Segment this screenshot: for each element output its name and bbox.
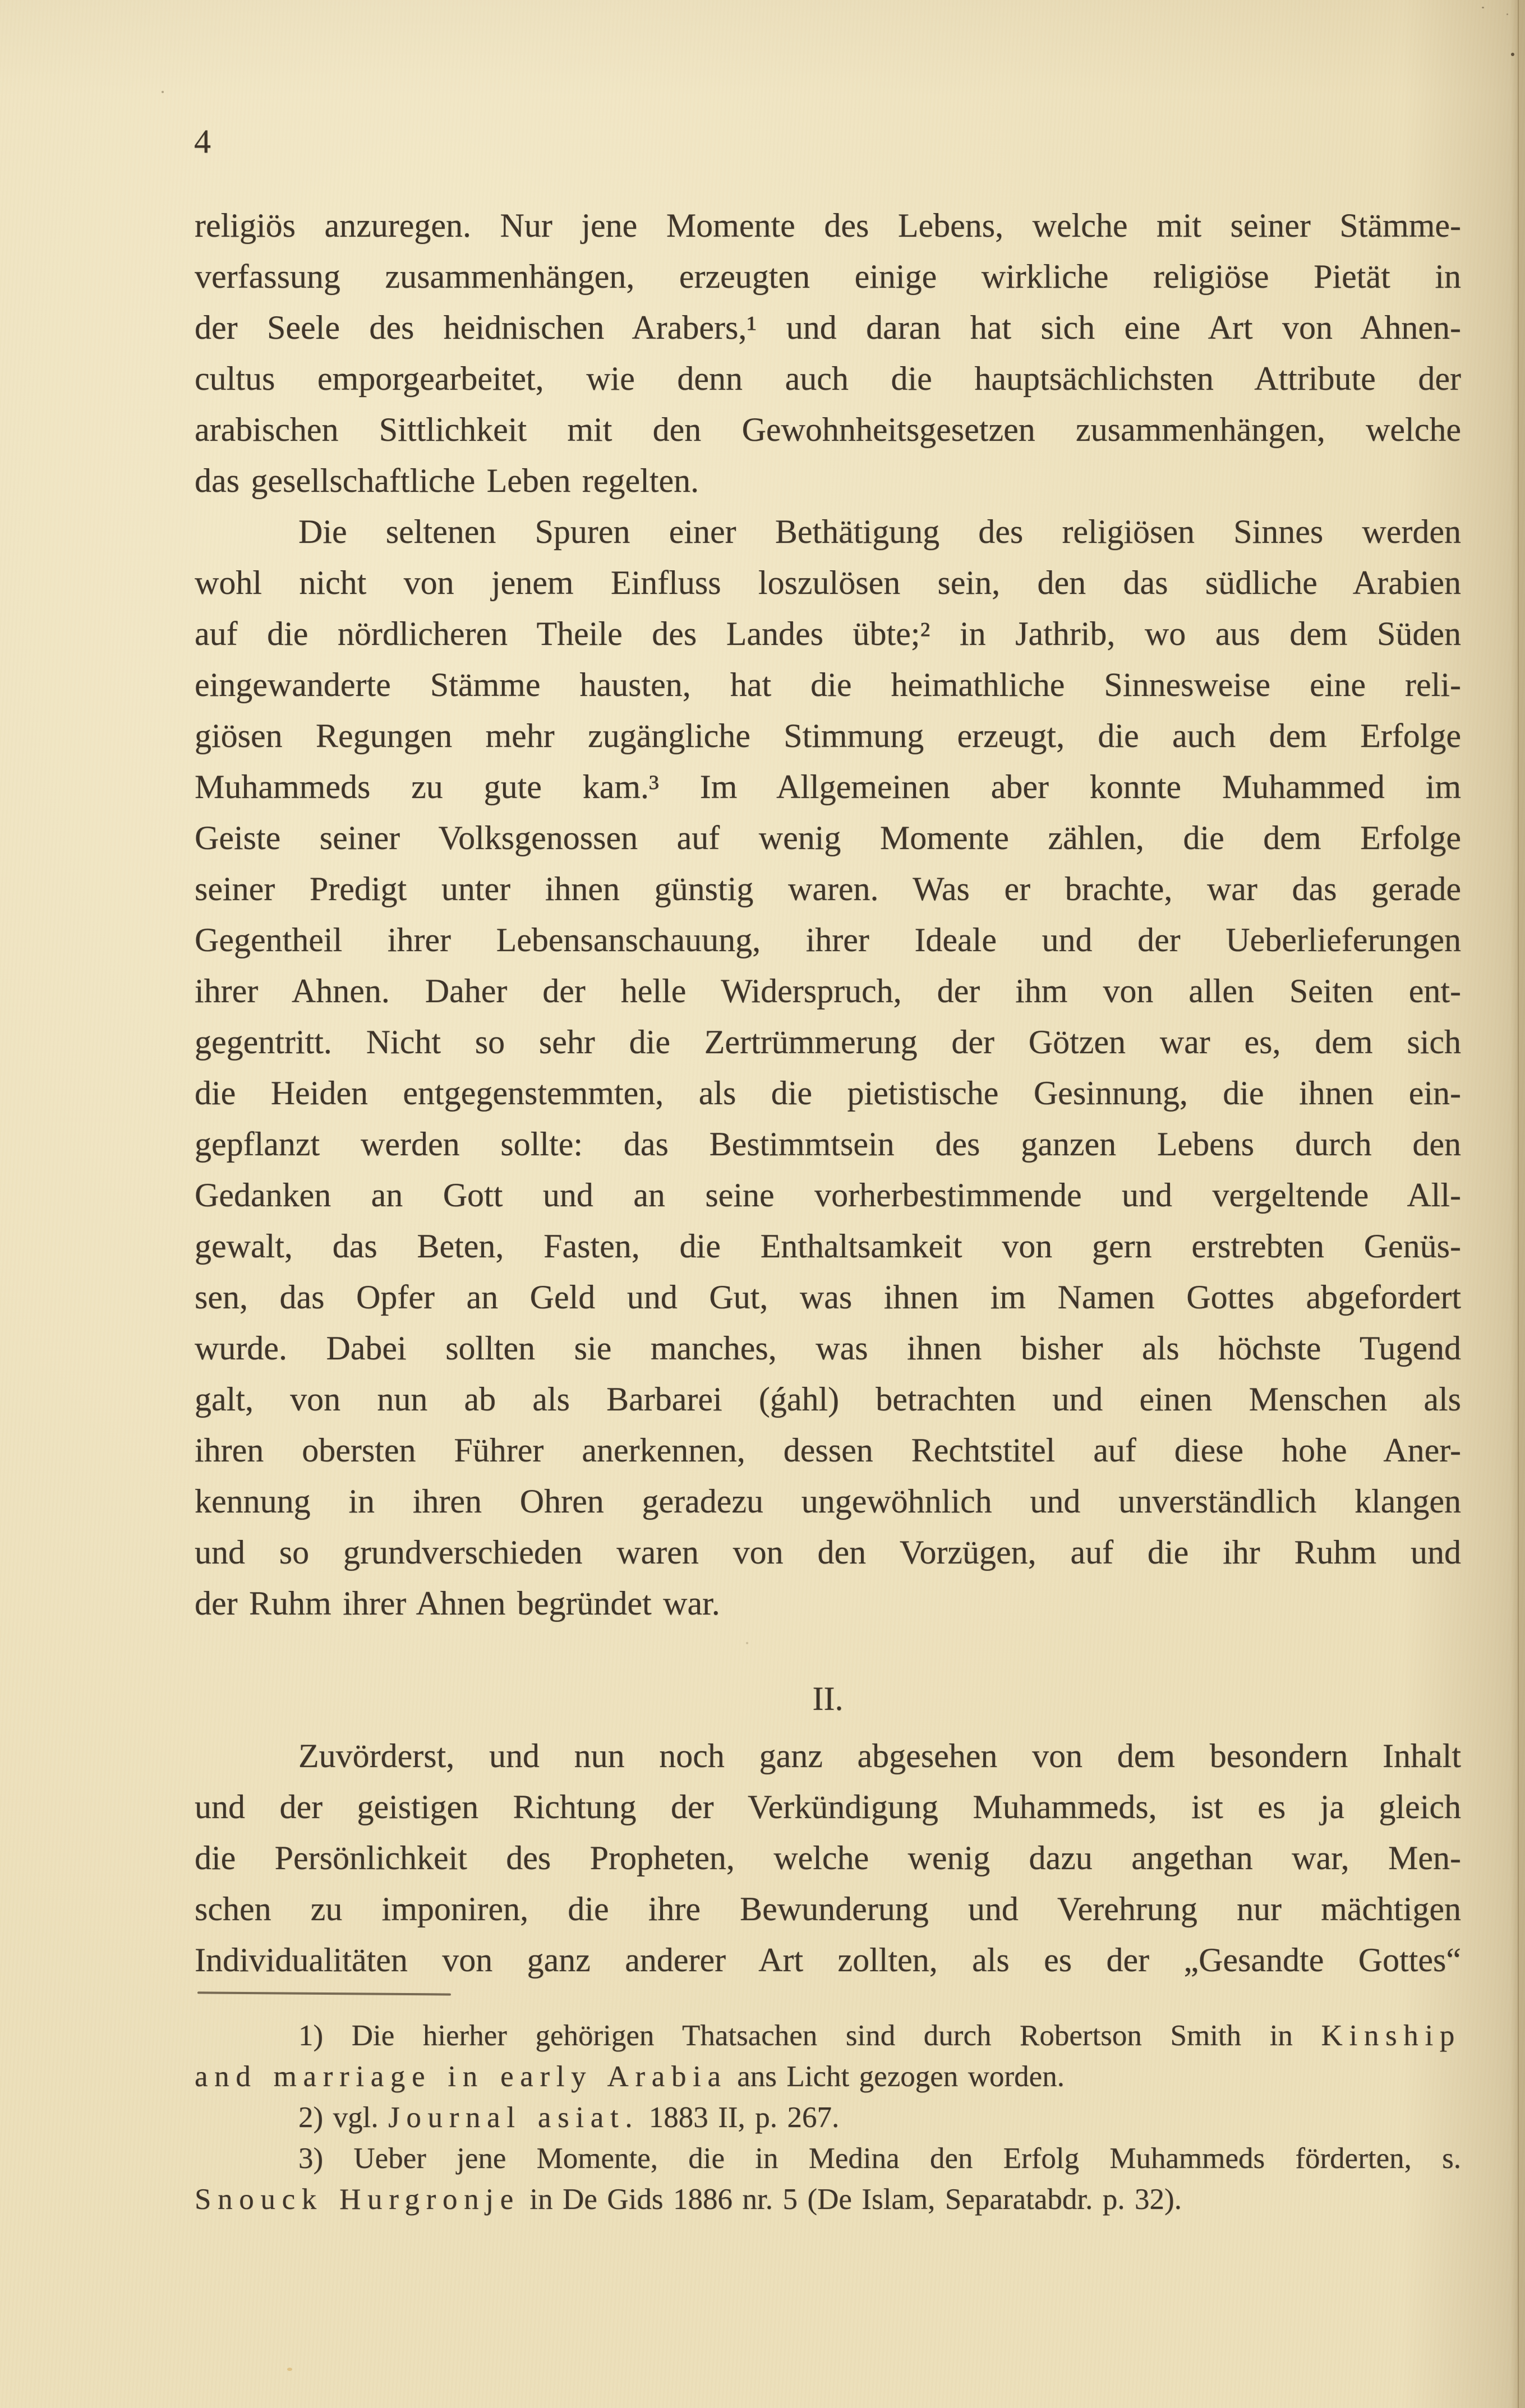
text-line: der Ruhm ihrer Ahnen begründet war. [195,1585,720,1622]
paragraph [195,1731,1461,1986]
text-line: ihrer Ahnen. Daher der helle Widerspruch, der ihm von allen Seiten ent- [195,972,1461,1009]
ink-speck [1511,53,1514,56]
text-segment: 1) Die hierher gehörigen Thatsachen sind durch Robertson Smith in [298,2019,1321,2052]
text-segment: 1883 II, p. 267. [639,2101,840,2134]
text-line: das gesellschaftliche Leben regelten. [195,462,699,499]
text-segment: 3) Ueber jene Momente, die in Medina den Erfolg Muhammeds förderten, s. [298,2142,1461,2175]
paper-stain [746,1642,748,1644]
text-line: und der geistigen Richtung der Verkündigung Muhammeds, ist es ja gleich [195,1788,1461,1825]
text-line: Die seltenen Spuren einer Bethätigung des religiösen Sinnes werden [298,513,1461,550]
text-line: schen zu imponiren, die ihre Bewunderung und Verehrung nur mächtigen [195,1890,1461,1927]
text-line: Gegentheil ihrer Lebensanschauung, ihrer Ideale und der Ueberlieferungen [195,921,1461,958]
text-line [195,2097,1461,2138]
ink-speck [1482,7,1484,8]
text-line: eingewanderte Stämme hausten, hat die heimathliche Sinnesweise eine reli- [195,666,1461,703]
letterspaced-text: Kinship [1321,2019,1461,2052]
text-line: auf die nördlicheren Theile des Landes übte;² in Jathrib, wo aus dem Süden [195,615,1461,652]
text-line: die Persönlichkeit des Propheten, welche wenig dazu angethan war, Men- [195,1839,1461,1876]
main-text [195,200,1461,1629]
text-line: cultus emporgearbeitet, wie denn auch die hauptsächlichsten Attribute der [195,360,1461,397]
footnotes [195,2015,1461,2220]
text-line: gepflanzt werden sollte: das Bestimmtsein des ganzen Lebens durch den [195,1125,1461,1163]
text-line: der Seele des heidnischen Arabers,¹ und daran hat sich eine Art von Ahnen- [195,309,1461,346]
paragraph [195,200,1461,506]
text-segment: in De Gids 1886 nr. 5 (De Islam, Separatabdr. p. 32). [519,2183,1182,2216]
text-segment: 2) vgl. [298,2101,389,2134]
text-line: wohl nicht von jenem Einfluss loszulösen sein, den das südliche Arabien [195,564,1461,601]
text-line: die Heiden entgegenstemmten, als die pietistische Gesinnung, die ihnen ein- [195,1074,1461,1111]
paragraph [195,506,1461,1629]
text-line [195,2179,1461,2220]
text-line: sen, das Opfer an Geld und Gut, was ihnen im Namen Gottes abgefordert [195,1279,1461,1316]
text-line: gegentritt. Nicht so sehr die Zertrümmerung der Götzen war es, dem sich [195,1023,1461,1060]
text-segment: ans Licht gezogen worden. [727,2060,1065,2093]
page-number: 4 [194,123,211,160]
text-line: giösen Regungen mehr zugängliche Stimmung erzeugt, die auch dem Erfolge [195,717,1461,754]
letterspaced-text: and marriage in early Arabia [195,2060,727,2093]
text-line: und so grundverschieden waren von den Vorzügen, auf die ihr Ruhm und [195,1534,1461,1571]
text-line: seiner Predigt unter ihnen günstig waren. Was er brachte, war das gerade [195,870,1461,907]
paper-stain [287,2368,292,2371]
ink-speck [1506,13,1508,15]
text-line: Geiste seiner Volksgenossen auf wenig Momente zählen, die dem Erfolge [195,819,1461,856]
letterspaced-text: Journal asiat. [388,2101,639,2134]
text-line: verfassung zusammenhängen, erzeugten einige wirkliche religiöse Pietät in [195,258,1461,295]
text-line: Individualitäten von ganz anderer Art zollten, als es der „Gesandte Gottes“ [195,1941,1461,1978]
text-line: ihren obersten Führer anerkennen, dessen Rechtstitel auf diese hohe Aner- [195,1432,1461,1469]
section-heading: II. [812,1680,844,1717]
text-line: galt, von nun ab als Barbarei (ǵahl) betrachten und einen Menschen als [195,1381,1461,1418]
text-line: Gedanken an Gott und an seine vorherbestimmende und vergeltende All- [195,1177,1461,1214]
text-line: gewalt, das Beten, Fasten, die Enthaltsamkeit von gern erstrebten Genüs- [195,1228,1461,1265]
text-line: religiös anzuregen. Nur jene Momente des Lebens, welche mit seiner Stämme- [195,207,1461,244]
letterspaced-text: Snouck Hurgronje [195,2183,520,2216]
text-line: Zuvörderst, und nun noch ganz abgesehen von dem besondern Inhalt [298,1737,1461,1774]
text-line: Muhammeds zu gute kam.³ Im Allgemeinen aber konnte Muhammed im [195,768,1461,805]
text-line [195,2056,1461,2097]
page-edge-line [1518,0,1519,2408]
text-line: arabischen Sittlichkeit mit den Gewohnheitsgesetzen zusammenhängen, welche [195,411,1461,448]
text-line: kennung in ihren Ohren geradezu ungewöhnlich und unverständlich klangen [195,1483,1461,1520]
ink-speck [162,91,164,93]
text-line [195,2138,1461,2179]
text-line [195,2015,1461,2056]
text-line: wurde. Dabei sollten sie manches, was ihnen bisher als höchste Tugend [195,1330,1461,1367]
footnote-separator-rule [197,1991,451,1995]
